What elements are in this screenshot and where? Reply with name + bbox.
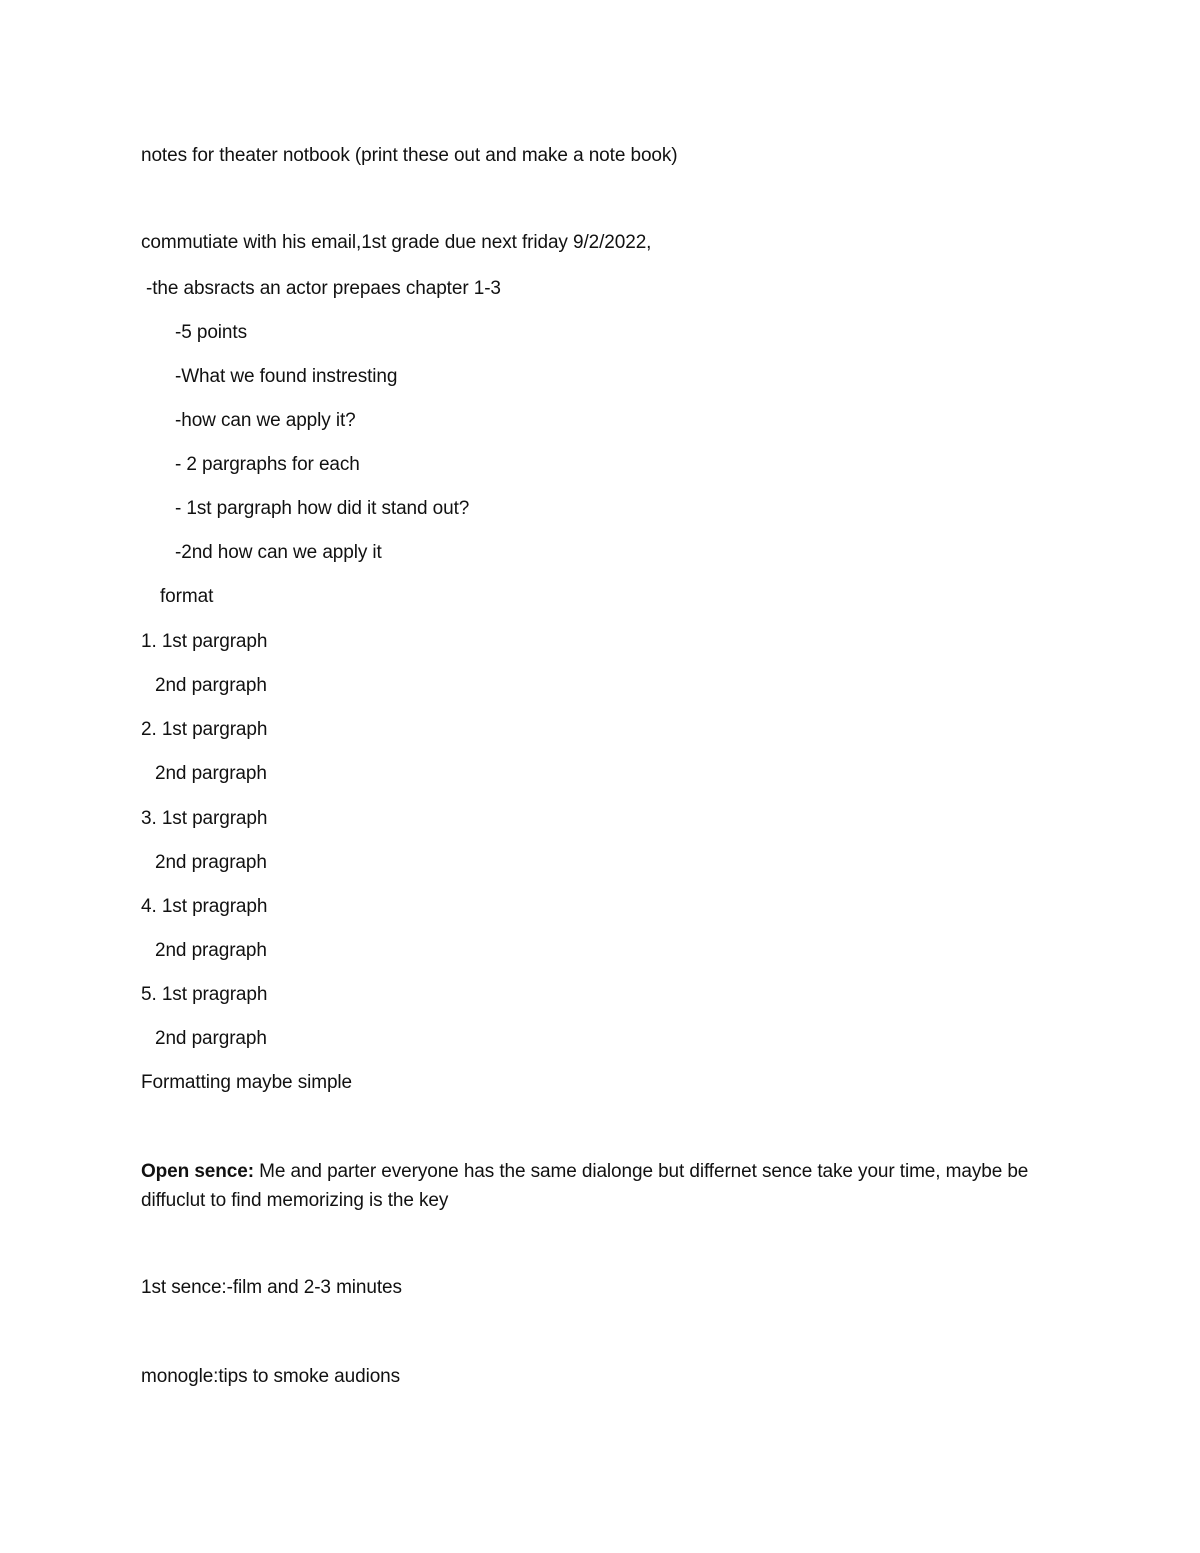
- assignment-heading: -the absracts an actor prepaes chapter 1-3: [146, 278, 501, 299]
- format-item-number: 2.: [141, 719, 157, 740]
- assignment-point: - 1st pargraph how did it stand out?: [175, 498, 470, 519]
- assignment-point: -What we found instresting: [175, 366, 398, 387]
- format-item: [141, 630, 267, 654]
- format-item-number: 5.: [141, 984, 157, 1005]
- format-item-first: 1st pargraph: [161, 631, 268, 652]
- format-item: [141, 895, 267, 919]
- assignment-point: - 2 pargraphs for each: [175, 454, 360, 475]
- format-item-second: 2nd pargraph: [155, 675, 267, 696]
- open-scene-text: Me and parter everyone has the same dialonge but differnet sence take your time, maybe be diffuclut to find memorizing is the key: [141, 1161, 1029, 1211]
- format-item: [141, 983, 267, 1007]
- format-item-number: 3.: [141, 808, 157, 829]
- format-item-first: 1st pargraph: [161, 719, 268, 740]
- format-item-second: 2nd pargraph: [155, 763, 267, 784]
- format-item: [141, 718, 267, 742]
- format-item-number: 4.: [141, 896, 157, 917]
- first-scene-line: 1st sence:-film and 2-3 minutes: [141, 1277, 402, 1298]
- intro-line: commutiate with his email,1st grade due next friday 9/2/2022,: [141, 232, 652, 253]
- format-item: [141, 807, 267, 831]
- format-item-second: 2nd pragraph: [155, 852, 267, 873]
- format-item-first: 1st pragraph: [161, 896, 268, 917]
- assignment-point: -how can we apply it?: [175, 410, 356, 431]
- format-item-second: 2nd pargraph: [155, 1028, 267, 1049]
- assignment-point: -2nd how can we apply it: [175, 542, 382, 563]
- format-label: format: [160, 586, 214, 607]
- assignment-point: -5 points: [175, 322, 247, 343]
- format-item-first: 1st pragraph: [161, 984, 268, 1005]
- document-title: notes for theater notbook (print these out and make a note book): [141, 145, 678, 166]
- format-item-number: 1.: [141, 631, 157, 652]
- open-scene-paragraph: [141, 1157, 1061, 1215]
- format-item-second: 2nd pragraph: [155, 940, 267, 961]
- open-scene-label: Open sence:: [141, 1161, 254, 1182]
- format-item-first: 1st pargraph: [161, 808, 268, 829]
- monologue-line: monogle:tips to smoke audions: [141, 1366, 401, 1387]
- format-note: Formatting maybe simple: [141, 1072, 352, 1093]
